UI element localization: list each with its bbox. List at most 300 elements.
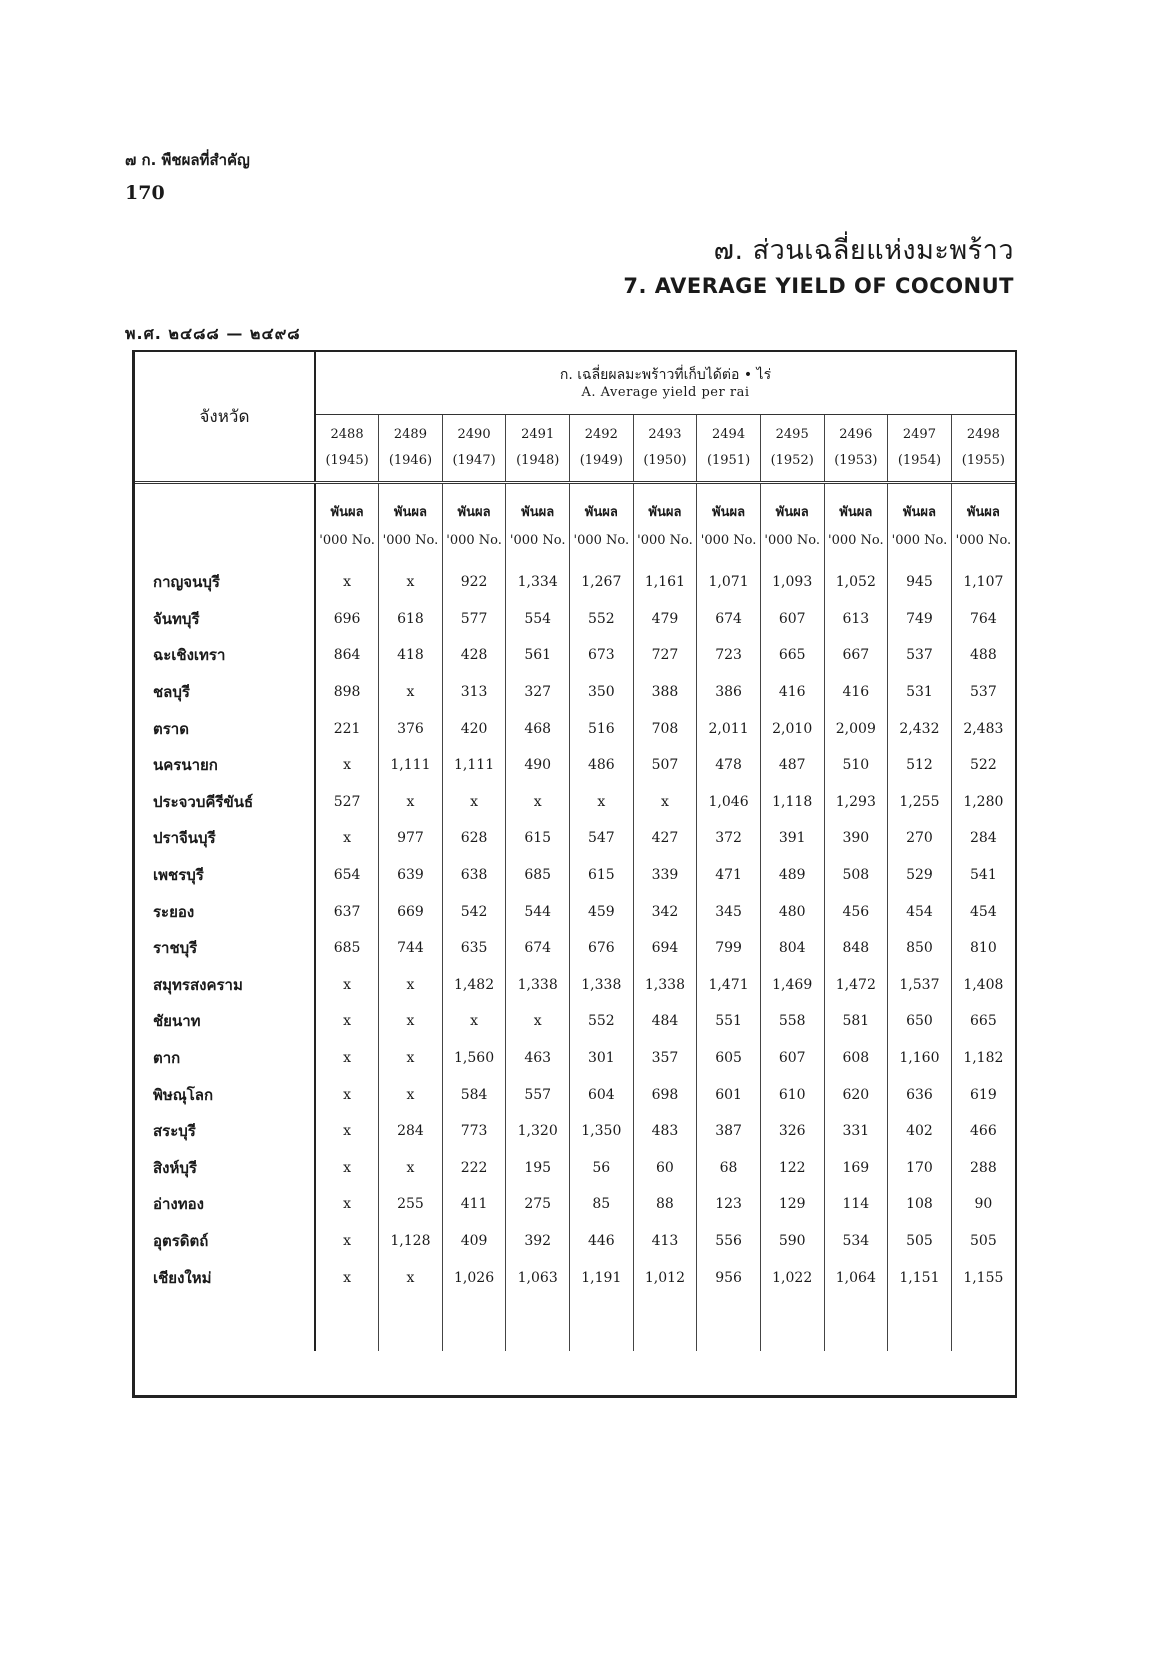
- yield-cell: 636: [888, 1076, 952, 1113]
- yield-cell: 221: [315, 710, 379, 747]
- yield-cell: 956: [697, 1259, 761, 1296]
- yield-cell: 542: [442, 893, 506, 930]
- yield-cell: 85: [570, 1186, 634, 1223]
- yield-cell: 667: [824, 637, 888, 674]
- table-row: [135, 1223, 1015, 1260]
- yield-cell: 581: [824, 1003, 888, 1040]
- unit-english: '000 No.: [828, 533, 884, 548]
- yield-cell: 90: [951, 1186, 1015, 1223]
- yield-cell: 848: [824, 930, 888, 967]
- yield-cell: 1,338: [570, 967, 634, 1004]
- year-header: [570, 415, 634, 483]
- year-be: 2494: [712, 427, 746, 442]
- yield-cell: 122: [760, 1150, 824, 1187]
- yield-cell: 2,009: [824, 710, 888, 747]
- yield-cell: 556: [697, 1223, 761, 1260]
- yield-cell: 628: [442, 820, 506, 857]
- yield-cell: 618: [379, 601, 443, 638]
- yield-cell: 479: [633, 601, 697, 638]
- year-header: [315, 415, 379, 483]
- table-row: [135, 820, 1015, 857]
- yield-cell: 674: [697, 601, 761, 638]
- yield-cell: 1,107: [951, 564, 1015, 601]
- yield-cell: 327: [506, 674, 570, 711]
- yield-cell: 799: [697, 930, 761, 967]
- yield-cell: 446: [570, 1223, 634, 1260]
- year-header: [824, 415, 888, 483]
- yield-cell: 547: [570, 820, 634, 857]
- unit-thai: พันผล: [393, 505, 427, 520]
- province-name: สระบุรี: [135, 1113, 315, 1150]
- yield-cell: 486: [570, 747, 634, 784]
- yield-cell: 301: [570, 1040, 634, 1077]
- unit-thai: พันผล: [902, 505, 936, 520]
- yield-cell: x: [506, 1003, 570, 1040]
- yield-cell: x: [379, 674, 443, 711]
- yield-cell: 255: [379, 1186, 443, 1223]
- table-row: [135, 1003, 1015, 1040]
- yield-cell: 922: [442, 564, 506, 601]
- yield-cell: 637: [315, 893, 379, 930]
- yield-cell: 1,350: [570, 1113, 634, 1150]
- yield-cell: 620: [824, 1076, 888, 1113]
- yield-cell: 558: [760, 1003, 824, 1040]
- title-english: 7. AVERAGE YIELD OF COCONUT: [623, 274, 1014, 298]
- yield-cell: 654: [315, 857, 379, 894]
- yield-cell: 2,483: [951, 710, 1015, 747]
- yield-cell: 1,071: [697, 564, 761, 601]
- table-row: [135, 784, 1015, 821]
- yield-cell: 339: [633, 857, 697, 894]
- year-header: [951, 415, 1015, 483]
- yield-cell: 665: [951, 1003, 1015, 1040]
- yield-cell: 391: [760, 820, 824, 857]
- yield-cell: 418: [379, 637, 443, 674]
- table-row: [135, 1040, 1015, 1077]
- province-name: ระยอง: [135, 893, 315, 930]
- yield-cell: 531: [888, 674, 952, 711]
- yield-cell: x: [379, 1259, 443, 1296]
- yield-cell: 1,182: [951, 1040, 1015, 1077]
- year-header: [697, 415, 761, 483]
- year-be: 2495: [775, 427, 809, 442]
- yield-cell: 639: [379, 857, 443, 894]
- yield-cell: 413: [633, 1223, 697, 1260]
- yield-cell: 685: [315, 930, 379, 967]
- yield-cell: 544: [506, 893, 570, 930]
- yield-cell: 534: [824, 1223, 888, 1260]
- table-row: [135, 637, 1015, 674]
- yield-cell: x: [315, 1040, 379, 1077]
- yield-cell: 459: [570, 893, 634, 930]
- yield-cell: 1,338: [633, 967, 697, 1004]
- yield-cell: 416: [824, 674, 888, 711]
- yield-cell: 615: [506, 820, 570, 857]
- yield-cell: 945: [888, 564, 952, 601]
- yield-cell: 428: [442, 637, 506, 674]
- year-ce: (1950): [643, 453, 687, 468]
- yield-cell: 490: [506, 747, 570, 784]
- yield-cell: 427: [633, 820, 697, 857]
- yield-cell: 601: [697, 1076, 761, 1113]
- yield-cell: 810: [951, 930, 1015, 967]
- unit-thai: พันผล: [712, 505, 746, 520]
- province-name: ฉะเชิงเทรา: [135, 637, 315, 674]
- province-name: เพชรบุรี: [135, 857, 315, 894]
- yield-cell: 673: [570, 637, 634, 674]
- yield-cell: x: [315, 1259, 379, 1296]
- yield-cell: 1,293: [824, 784, 888, 821]
- year-be: 2493: [648, 427, 682, 442]
- yield-cell: x: [315, 967, 379, 1004]
- yield-cell: 516: [570, 710, 634, 747]
- yield-cell: 1,267: [570, 564, 634, 601]
- table-row: [135, 1259, 1015, 1296]
- unit-english: '000 No.: [382, 533, 439, 548]
- province-name: อ่างทอง: [135, 1186, 315, 1223]
- table-row: [135, 747, 1015, 784]
- year-header: [442, 415, 506, 483]
- yield-cell: 850: [888, 930, 952, 967]
- yield-cell: x: [315, 1186, 379, 1223]
- yield-cell: 1,408: [951, 967, 1015, 1004]
- yield-cell: 1,064: [824, 1259, 888, 1296]
- caption-thai: ก. เฉลี่ยผลมะพร้าวที่เก็บได้ต่อ • ไร่: [559, 367, 772, 383]
- yield-cell: 685: [506, 857, 570, 894]
- yield-cell: 577: [442, 601, 506, 638]
- unit-header: [570, 488, 634, 564]
- province-name: สิงห์บุรี: [135, 1150, 315, 1187]
- province-name: อุตรดิตถ์: [135, 1223, 315, 1260]
- table-row: [135, 564, 1015, 601]
- yield-cell: 698: [633, 1076, 697, 1113]
- province-name: นครนายก: [135, 747, 315, 784]
- unit-thai: พันผล: [775, 505, 809, 520]
- yield-cell: x: [315, 1223, 379, 1260]
- yield-cell: 505: [888, 1223, 952, 1260]
- yield-cell: 590: [760, 1223, 824, 1260]
- section-reference: ๗ ก. พืชผลที่สำคัญ: [125, 151, 250, 169]
- yield-cell: 727: [633, 637, 697, 674]
- yield-cell: 68: [697, 1150, 761, 1187]
- yield-cell: 898: [315, 674, 379, 711]
- yield-cell: 527: [315, 784, 379, 821]
- yield-cell: 284: [379, 1113, 443, 1150]
- yield-cell: 676: [570, 930, 634, 967]
- unit-thai: พันผล: [521, 505, 555, 520]
- yield-cell: 372: [697, 820, 761, 857]
- yield-cell: 270: [888, 820, 952, 857]
- yield-cell: 471: [697, 857, 761, 894]
- year-ce: (1949): [579, 453, 623, 468]
- yield-cell: 468: [506, 710, 570, 747]
- yield-cell: 2,010: [760, 710, 824, 747]
- year-header: [633, 415, 697, 483]
- yield-cell: 773: [442, 1113, 506, 1150]
- province-name: จันทบุรี: [135, 601, 315, 638]
- yield-cell: 1,469: [760, 967, 824, 1004]
- year-ce: (1955): [961, 453, 1005, 468]
- yield-cell: x: [315, 1150, 379, 1187]
- unit-english: '000 No.: [955, 533, 1012, 548]
- yield-cell: 608: [824, 1040, 888, 1077]
- year-ce: (1947): [452, 453, 496, 468]
- yield-cell: 505: [951, 1223, 1015, 1260]
- table-row: [135, 710, 1015, 747]
- yield-cell: 170: [888, 1150, 952, 1187]
- yield-cell: 605: [697, 1040, 761, 1077]
- yield-cell: 977: [379, 820, 443, 857]
- caption-english: A. Average yield per rai: [581, 385, 750, 400]
- province-name: ราชบุรี: [135, 930, 315, 967]
- yield-cell: x: [379, 1003, 443, 1040]
- table-row: [135, 1150, 1015, 1187]
- unit-english: '000 No.: [764, 533, 820, 548]
- unit-spacer: [135, 488, 315, 564]
- yield-cell: 284: [951, 820, 1015, 857]
- yield-cell: x: [570, 784, 634, 821]
- yield-cell: 1,022: [760, 1259, 824, 1296]
- yield-cell: x: [315, 747, 379, 784]
- yield-cell: 1,155: [951, 1259, 1015, 1296]
- province-name: เชียงใหม่: [135, 1259, 315, 1296]
- yield-table: [135, 352, 1015, 1351]
- table-row: [135, 1076, 1015, 1113]
- yield-cell: 1,471: [697, 967, 761, 1004]
- yield-cell: 331: [824, 1113, 888, 1150]
- yield-cell: 357: [633, 1040, 697, 1077]
- yield-cell: 1,338: [506, 967, 570, 1004]
- yield-cell: 1,093: [760, 564, 824, 601]
- yield-cell: x: [379, 1076, 443, 1113]
- table-caption: [315, 352, 1015, 415]
- yield-cell: 454: [951, 893, 1015, 930]
- yield-cell: 1,063: [506, 1259, 570, 1296]
- table-row: [135, 893, 1015, 930]
- yield-cell: 864: [315, 637, 379, 674]
- yield-cell: 487: [760, 747, 824, 784]
- yield-cell: 1,118: [760, 784, 824, 821]
- unit-header: [697, 488, 761, 564]
- yield-cell: 764: [951, 601, 1015, 638]
- yield-cell: 1,255: [888, 784, 952, 821]
- unit-header: [379, 488, 443, 564]
- yield-cell: 483: [633, 1113, 697, 1150]
- yield-cell: 613: [824, 601, 888, 638]
- year-be: 2491: [521, 427, 555, 442]
- yield-cell: 195: [506, 1150, 570, 1187]
- province-name: ชลบุรี: [135, 674, 315, 711]
- yield-cell: 342: [633, 893, 697, 930]
- year-ce: (1952): [770, 453, 814, 468]
- yield-cell: 108: [888, 1186, 952, 1223]
- unit-thai: พันผล: [584, 505, 618, 520]
- yield-cell: 665: [760, 637, 824, 674]
- yield-cell: 388: [633, 674, 697, 711]
- yield-cell: 619: [951, 1076, 1015, 1113]
- unit-english: '000 No.: [637, 533, 693, 548]
- year-header: [506, 415, 570, 483]
- yield-cell: 604: [570, 1076, 634, 1113]
- year-be: 2489: [393, 427, 427, 442]
- yield-cell: x: [442, 1003, 506, 1040]
- yield-cell: 169: [824, 1150, 888, 1187]
- unit-header: [315, 488, 379, 564]
- yield-cell: 1,052: [824, 564, 888, 601]
- yield-cell: 1,046: [697, 784, 761, 821]
- yield-cell: 484: [633, 1003, 697, 1040]
- yield-cell: 507: [633, 747, 697, 784]
- yield-cell: x: [442, 784, 506, 821]
- year-be: 2496: [839, 427, 873, 442]
- yield-cell: 1,111: [379, 747, 443, 784]
- unit-thai: พันผล: [839, 505, 873, 520]
- yield-cell: 411: [442, 1186, 506, 1223]
- yield-cell: x: [379, 967, 443, 1004]
- province-name: ชัยนาท: [135, 1003, 315, 1040]
- yield-cell: 607: [760, 1040, 824, 1077]
- yield-cell: 409: [442, 1223, 506, 1260]
- yield-cell: 508: [824, 857, 888, 894]
- year-be: 2490: [457, 427, 491, 442]
- yield-cell: 456: [824, 893, 888, 930]
- table-row: [135, 674, 1015, 711]
- unit-header: [760, 488, 824, 564]
- page-number: 170: [125, 182, 165, 204]
- yield-cell: 488: [951, 637, 1015, 674]
- province-name: กาญจนบุรี: [135, 564, 315, 601]
- yield-cell: x: [315, 1113, 379, 1150]
- yield-cell: 489: [760, 857, 824, 894]
- yield-cell: 1,026: [442, 1259, 506, 1296]
- yield-cell: x: [315, 1076, 379, 1113]
- yield-cell: 557: [506, 1076, 570, 1113]
- year-ce: (1946): [388, 453, 433, 468]
- yield-cell: 554: [506, 601, 570, 638]
- yield-cell: 123: [697, 1186, 761, 1223]
- yield-cell: x: [379, 1150, 443, 1187]
- province-name: ตราด: [135, 710, 315, 747]
- period-label: พ.ศ. ๒๔๘๘ — ๒๔๙๘: [125, 324, 301, 343]
- yield-cell: 723: [697, 637, 761, 674]
- yield-cell: 386: [697, 674, 761, 711]
- yield-cell: 1,334: [506, 564, 570, 601]
- yield-cell: x: [633, 784, 697, 821]
- province-column-header: จังหวัด: [135, 352, 315, 483]
- yield-table-frame: [132, 350, 1017, 1398]
- yield-cell: 1,111: [442, 747, 506, 784]
- unit-header: [824, 488, 888, 564]
- year-be: 2498: [966, 427, 1000, 442]
- yield-cell: 1,161: [633, 564, 697, 601]
- year-header: [760, 415, 824, 483]
- yield-cell: x: [315, 1003, 379, 1040]
- yield-cell: 392: [506, 1223, 570, 1260]
- yield-cell: 313: [442, 674, 506, 711]
- year-ce: (1954): [897, 453, 942, 468]
- table-row: [135, 857, 1015, 894]
- year-ce: (1948): [516, 453, 560, 468]
- table-row: [135, 1113, 1015, 1150]
- table-row: [135, 967, 1015, 1004]
- yield-cell: 420: [442, 710, 506, 747]
- yield-cell: 512: [888, 747, 952, 784]
- yield-cell: 1,191: [570, 1259, 634, 1296]
- province-name: พิษณุโลก: [135, 1076, 315, 1113]
- unit-header: [506, 488, 570, 564]
- yield-cell: 1,280: [951, 784, 1015, 821]
- unit-english: '000 No.: [509, 533, 566, 548]
- yield-cell: 669: [379, 893, 443, 930]
- yield-cell: 326: [760, 1113, 824, 1150]
- yield-cell: 350: [570, 674, 634, 711]
- unit-header: [951, 488, 1015, 564]
- yield-cell: 522: [951, 747, 1015, 784]
- yield-cell: 376: [379, 710, 443, 747]
- yield-cell: 466: [951, 1113, 1015, 1150]
- yield-cell: 1,560: [442, 1040, 506, 1077]
- yield-cell: 551: [697, 1003, 761, 1040]
- yield-cell: 749: [888, 601, 952, 638]
- yield-cell: 552: [570, 601, 634, 638]
- yield-cell: 537: [951, 674, 1015, 711]
- yield-cell: 561: [506, 637, 570, 674]
- yield-cell: x: [379, 564, 443, 601]
- yield-cell: 1,151: [888, 1259, 952, 1296]
- yield-cell: 744: [379, 930, 443, 967]
- year-ce: (1951): [706, 453, 751, 468]
- unit-english: '000 No.: [891, 533, 948, 548]
- yield-cell: 480: [760, 893, 824, 930]
- table-row: [135, 601, 1015, 638]
- yield-cell: 56: [570, 1150, 634, 1187]
- yield-cell: 638: [442, 857, 506, 894]
- yield-cell: 610: [760, 1076, 824, 1113]
- unit-english: '000 No.: [573, 533, 630, 548]
- yield-cell: 2,011: [697, 710, 761, 747]
- yield-cell: 222: [442, 1150, 506, 1187]
- title-thai: ๗. ส่วนเฉลี่ยแห่งมะพร้าว: [713, 235, 1014, 266]
- unit-header: [633, 488, 697, 564]
- province-name: ปราจีนบุรี: [135, 820, 315, 857]
- yield-cell: 674: [506, 930, 570, 967]
- unit-thai: พันผล: [966, 505, 1000, 520]
- yield-cell: 345: [697, 893, 761, 930]
- table-row: [135, 930, 1015, 967]
- year-be: 2492: [584, 427, 618, 442]
- unit-english: '000 No.: [319, 533, 375, 548]
- unit-thai: พันผล: [457, 505, 491, 520]
- yield-cell: 1,472: [824, 967, 888, 1004]
- yield-cell: x: [315, 820, 379, 857]
- year-be: 2497: [902, 427, 936, 442]
- year-be: 2488: [330, 427, 364, 442]
- yield-cell: 708: [633, 710, 697, 747]
- year-ce: (1945): [325, 453, 369, 468]
- yield-cell: 1,012: [633, 1259, 697, 1296]
- province-name: ตาก: [135, 1040, 315, 1077]
- yield-cell: 402: [888, 1113, 952, 1150]
- yield-cell: x: [379, 784, 443, 821]
- yield-cell: x: [506, 784, 570, 821]
- province-name: สมุทรสงคราม: [135, 967, 315, 1004]
- year-ce: (1953): [834, 453, 878, 468]
- yield-cell: 537: [888, 637, 952, 674]
- yield-cell: 275: [506, 1186, 570, 1223]
- yield-cell: 529: [888, 857, 952, 894]
- unit-thai: พันผล: [330, 505, 364, 520]
- table-row: [135, 1186, 1015, 1223]
